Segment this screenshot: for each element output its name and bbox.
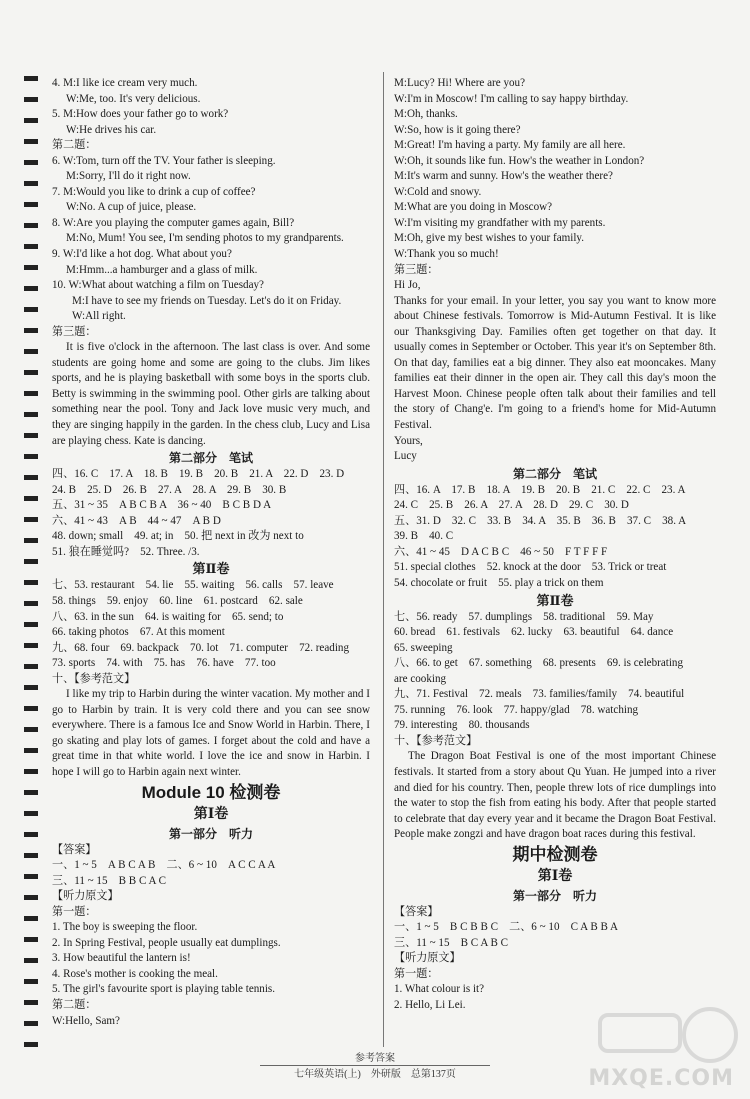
right-line: 三、11 ~ 15 B C A B C — [394, 936, 509, 949]
left-line: 9. W:I'd like a hot dog. What about you? — [52, 248, 232, 261]
edge-mark — [24, 223, 38, 228]
right-line: 2. Hello, Li Lei. — [394, 998, 466, 1011]
left-line: 【答案】 — [52, 843, 97, 856]
left-line: M:Sorry, I'll do it right now. — [66, 170, 191, 183]
right-line: 八、66. to get 67. something 68. presents 69. is celebrating — [394, 657, 684, 670]
edge-mark — [24, 1021, 38, 1026]
watermark-seal-icon — [590, 1001, 740, 1071]
right-line: 第一题： — [394, 967, 439, 980]
edge-mark — [24, 916, 38, 921]
right-line: 五、31. D 32. C 33. B 34. A 35. B 36. B 37. C 38. A — [394, 514, 687, 527]
left-line: It is five o'clock in the afternoon. The last class is over. And some students are going home and some are going to the clubs. Jim likes sports, and he is playing basketball with some boys in the sports club. Betty is swimming in the swimming pool. Other girls are talking about something near the pool. Tony and Jack love music very much, and they are singing happily in the garden. In the chess club, Lucy and Lisa are playing chess. Kate is dancing. — [52, 341, 370, 447]
left-line: 7. M:Would you like to drink a cup of coffee? — [52, 185, 256, 198]
right-line: W:So, how is it going there? — [394, 123, 521, 136]
left-line: 第一部分 听力 — [168, 826, 253, 841]
right-line: M:Great! I'm having a party. My family are all here. — [394, 139, 626, 152]
edge-mark — [24, 895, 38, 900]
left-line: W:All right. — [72, 310, 126, 323]
edge-mark — [24, 475, 38, 480]
left-line: Module 10 检测卷 — [141, 782, 281, 802]
edge-mark — [24, 1000, 38, 1005]
left-line: 5. M:How does your father go to work? — [52, 108, 229, 121]
left-line: M:No, Mum! You see, I'm sending photos to my grandparents. — [66, 232, 344, 245]
left-line: W:Me, too. It's very delicious. — [66, 92, 201, 105]
left-line: 一、1 ~ 5 A B C A B 二、6 ~ 10 A C C A A — [52, 859, 276, 872]
right-line: 【听力原文】 — [394, 952, 461, 965]
left-line: 第Ⅱ卷 — [192, 561, 230, 577]
left-line: 4. M:I like ice cream very much. — [52, 77, 198, 89]
edge-mark — [24, 349, 38, 354]
edge-mark — [24, 811, 38, 816]
right-line: 79. interesting 80. thousands — [394, 719, 530, 732]
edge-mark — [24, 391, 38, 396]
right-line: 60. bread 61. festivals 62. lucky 63. beautiful 64. dance — [394, 626, 674, 639]
right-line: 第Ⅰ卷 — [537, 868, 573, 884]
left-line: M:I have to see my friends on Tuesday. Let's do it on Friday. — [72, 294, 342, 307]
right-line: Yours, — [394, 434, 423, 447]
right-line: M:Oh, give my best wishes to your family. — [394, 232, 585, 245]
left-line: 第一题： — [52, 905, 97, 918]
left-line: 58. things 59. enjoy 60. line 61. postcard 62. sale — [52, 594, 303, 607]
edge-mark — [24, 202, 38, 207]
edge-mark — [24, 160, 38, 165]
left-line: W:Hello, Sam? — [52, 1014, 120, 1027]
left-line: 5. The girl's favourite sport is playing table tennis. — [52, 983, 276, 996]
watermark-logo — [590, 1001, 740, 1091]
edge-mark — [24, 244, 38, 249]
left-line: 第三题： — [52, 325, 97, 338]
edge-mark — [24, 328, 38, 333]
right-line: 51. special clothes 52. knock at the door 53. Trick or treat — [394, 561, 667, 574]
edge-mark — [24, 412, 38, 417]
left-line: 四、16. C 17. A 18. B 19. B 20. B 21. A 22. D 23. D — [52, 468, 345, 481]
left-line: M:Hmm...a hamburger and a glass of milk. — [66, 263, 258, 276]
edge-mark — [24, 727, 38, 732]
edge-mark — [24, 97, 38, 102]
left-line: 10. W:What about watching a film on Tuesday? — [52, 279, 264, 292]
edge-mark — [24, 118, 38, 123]
edge-mark — [24, 76, 38, 81]
left-line: 3. How beautiful the lantern is! — [52, 952, 191, 965]
binding-edge-marks — [24, 76, 38, 1076]
edge-mark — [24, 601, 38, 606]
right-line: M:What are you doing in Moscow? — [394, 201, 553, 214]
left-line: 第二题： — [52, 998, 97, 1011]
right-line: 【答案】 — [394, 905, 439, 918]
left-line: 73. sports 74. with 75. has 76. have 77. too — [52, 657, 276, 670]
right-line: W:I'm visiting my grandfather with my parents. — [394, 216, 606, 229]
right-line: 75. running 76. look 77. happy/glad 78. watching — [394, 703, 639, 716]
right-line: Lucy — [394, 450, 417, 463]
right-line: 65. sweeping — [394, 641, 453, 654]
left-line: W:He drives his car. — [66, 123, 157, 136]
left-line: 三、11 ~ 15 B B C A C — [52, 874, 167, 887]
left-line: 51. 狼在睡觉吗? 52. Three. /3. — [52, 545, 200, 558]
edge-mark — [24, 643, 38, 648]
right-line: 九、71. Festival 72. meals 73. families/family 74. beautiful — [394, 688, 685, 701]
right-line: The Dragon Boat Festival is one of the most important Chinese festivals. It started from a story about Qu Yuan. He jumped into a river and died for his country. Then, people threw lots of rice dumplings into the water to stop the fish from eating his body. After that people started to celebrate that day every year and it became the Dragon Boat Festival. People make zongzi and have dragon boat races during this festival. — [394, 750, 716, 841]
watermark-text: MXQE.COM — [588, 1066, 734, 1091]
edge-mark — [24, 433, 38, 438]
right-line: 第二部分 笔试 — [512, 466, 597, 481]
left-line: 【听力原文】 — [52, 890, 119, 903]
left-column — [52, 76, 370, 1029]
right-line: 第一部分 听力 — [512, 888, 597, 903]
left-line: 66. taking photos 67. At this moment — [52, 626, 225, 639]
right-line: W:Oh, it sounds like fun. How's the weather in London? — [394, 154, 645, 167]
right-line: 1. What colour is it? — [394, 983, 485, 996]
edge-mark — [24, 937, 38, 942]
footer-title: 参考答案 — [355, 1053, 395, 1064]
footer-rule — [260, 1065, 490, 1066]
edge-mark — [24, 370, 38, 375]
left-line: W:No. A cup of juice, please. — [66, 201, 197, 214]
left-line: 8. W:Are you playing the computer games again, Bill? — [52, 216, 295, 229]
left-line: 八、63. in the sun 64. is waiting for 65. send; to — [52, 610, 284, 623]
edge-mark — [24, 769, 38, 774]
edge-mark — [24, 958, 38, 963]
right-line: 一、1 ~ 5 B C B B C 二、6 ~ 10 C A B B A — [394, 921, 619, 934]
edge-mark — [24, 832, 38, 837]
edge-mark — [24, 559, 38, 564]
left-line: 九、68. four 69. backpack 70. lot 71. computer 72. reading — [52, 641, 350, 654]
right-line: 39. B 40. C — [394, 530, 454, 543]
edge-mark — [24, 307, 38, 312]
edge-mark — [24, 874, 38, 879]
edge-mark — [24, 790, 38, 795]
left-line: 十、【参考范文】 — [52, 672, 136, 685]
left-line: 1. The boy is sweeping the floor. — [52, 921, 198, 934]
right-line: 十、【参考范文】 — [394, 734, 478, 747]
footer-page-info: 七年级英语(上) 外研版 总第137页 — [294, 1069, 456, 1080]
left-line: 4. Rose's mother is cooking the meal. — [52, 967, 218, 980]
edge-mark — [24, 286, 38, 291]
right-line: 24. C 25. B 26. A 27. A 28. D 29. C 30. D — [394, 499, 629, 512]
edge-mark — [24, 265, 38, 270]
right-line: 七、56. ready 57. dumplings 58. traditional 59. May — [394, 610, 654, 623]
edge-mark — [24, 517, 38, 522]
edge-mark — [24, 622, 38, 627]
right-line: Thanks for your email. In your letter, you say you want to know more about Chinese festivals. Tomorrow is Mid-Autumn Festival. It is like our Thanksgiving Day. Families often get together on that day. It usually comes in September or October. This year it's on September 8th. On that day, families eat a big dinner. They also eat mooncakes. Many families eat their dinner in the open air. They call this day's moon the Harvest Moon. Chinese people often talk about their families and tell the story of Chang'e. I'm going to a friend's home for Mid-Autumn Festival. — [394, 294, 716, 432]
right-line: are cooking — [394, 672, 447, 685]
right-column — [394, 76, 716, 1014]
edge-mark — [24, 181, 38, 186]
right-line: 期中检测卷 — [512, 844, 598, 864]
right-line: M:It's warm and sunny. How's the weather there? — [394, 170, 613, 183]
edge-mark — [24, 979, 38, 984]
edge-mark — [24, 1042, 38, 1047]
right-line: 54. chocolate or fruit 55. play a trick on them — [394, 576, 604, 589]
left-line: 6. W:Tom, turn off the TV. Your father is sleeping. — [52, 154, 276, 167]
edge-mark — [24, 580, 38, 585]
right-line: M:Lucy? Hi! Where are you? — [394, 77, 526, 89]
edge-mark — [24, 496, 38, 501]
right-line: Hi Jo, — [394, 279, 421, 292]
right-line: 四、16. A 17. B 18. A 19. B 20. B 21. C 22. C 23. A — [394, 483, 686, 496]
right-line: W:Cold and snowy. — [394, 185, 482, 198]
left-line: 24. B 25. D 26. B 27. A 28. A 29. B 30. B — [52, 483, 287, 496]
edge-mark — [24, 706, 38, 711]
right-line: M:Oh, thanks. — [394, 108, 458, 121]
column-divider — [383, 72, 384, 1047]
right-line: 第三题： — [394, 263, 439, 276]
edge-mark — [24, 664, 38, 669]
left-line: 第二题： — [52, 139, 97, 152]
edge-mark — [24, 748, 38, 753]
left-line: 六、41 ~ 43 A B 44 ~ 47 A B D — [52, 514, 221, 527]
right-line: W:Thank you so much! — [394, 248, 499, 261]
right-line: 第Ⅱ卷 — [536, 592, 574, 608]
left-line: 2. In Spring Festival, people usually eat dumplings. — [52, 936, 281, 949]
edge-mark — [24, 139, 38, 144]
edge-mark — [24, 685, 38, 690]
left-line: I like my trip to Harbin during the winter vacation. My mother and I go to Harbin by train. It is very cold there and you can see snow everywhere. There is a famous Ice and Snow World in Harbin. There, I go skating and play lots of games. I forget about the cold and have a great time in that white world. I love the ice and snow in Harbin. I hope I will go to Harbin again next winter. — [52, 688, 370, 778]
edge-mark — [24, 853, 38, 858]
edge-mark — [24, 454, 38, 459]
left-line: 五、31 ~ 35 A B C B A 36 ~ 40 B C B D A — [52, 499, 272, 512]
right-line: W:I'm in Moscow! I'm calling to say happy birthday. — [394, 92, 629, 105]
left-line: 七、53. restaurant 54. lie 55. waiting 56. calls 57. leave — [52, 579, 334, 592]
left-line: 第二部分 笔试 — [168, 451, 253, 466]
left-line: 48. down; small 49. at; in 50. 把 next in 改为 next to — [52, 530, 304, 543]
left-line: 第Ⅰ卷 — [193, 806, 229, 822]
right-line: 六、41 ~ 45 D A C B C 46 ~ 50 F T F F F — [394, 545, 608, 558]
edge-mark — [24, 538, 38, 543]
